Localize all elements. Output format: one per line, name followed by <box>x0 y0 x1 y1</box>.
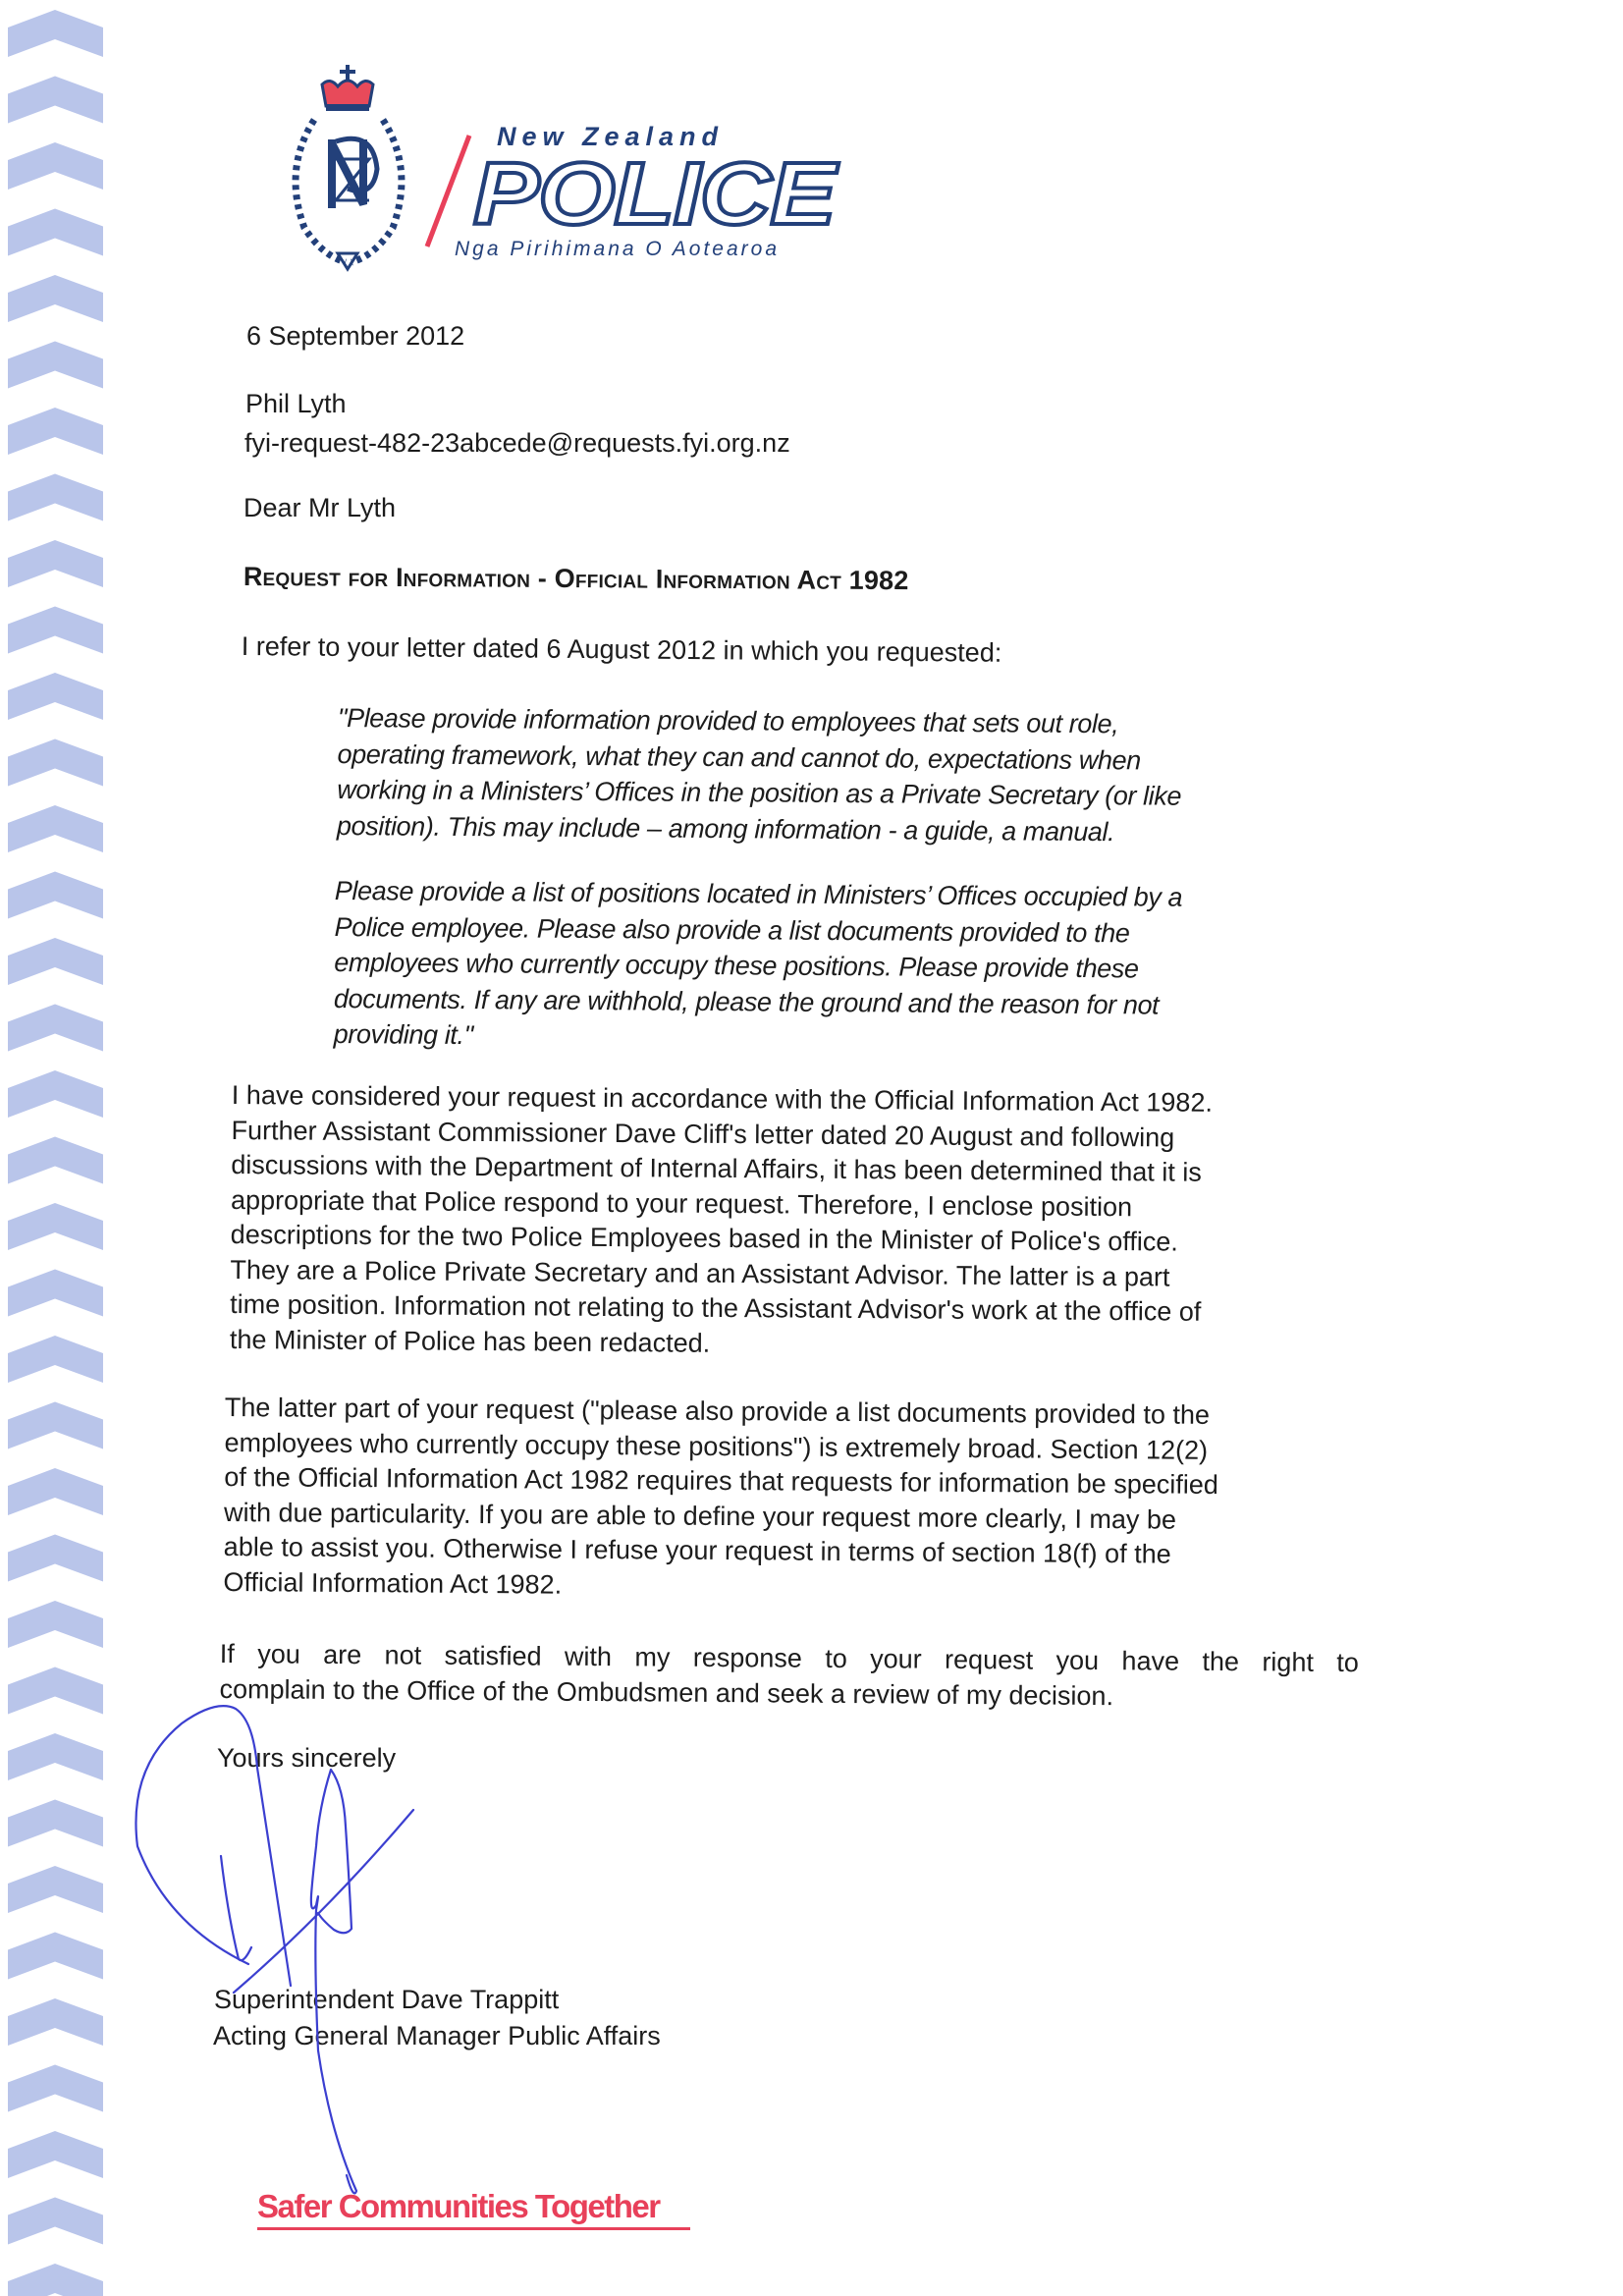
chevron-shape <box>8 1336 103 1383</box>
chevron-shape <box>8 1998 103 2046</box>
quote-line: employees who currently occupy these positions. Please provide these <box>334 947 1139 984</box>
body-line: employees who currently occupy these positions") is extremely broad. Section 12(2) <box>224 1427 1209 1465</box>
chevron-shape <box>8 275 103 322</box>
quote-line: Police employee. Please also provide a list documents provided to the <box>334 911 1130 948</box>
chevron-shape <box>8 142 103 190</box>
intro-line: I refer to your letter dated 6 August 2012 in which you requested: <box>241 630 1002 668</box>
chevron-shape <box>8 2198 103 2245</box>
body-paragraph-ombudsmen <box>219 1637 1359 1716</box>
body-line: Further Assistant Commissioner Dave Cliff's letter dated 20 August and following <box>231 1115 1175 1153</box>
chevron-shape <box>8 1070 103 1118</box>
quote-line: position). This may include – among information - a guide, a manual. <box>336 810 1115 847</box>
body-line: time position. Information not relating to the Assistant Advisor's work at the office of <box>230 1288 1202 1327</box>
body-line: the Minister of Police has been redacted. <box>229 1324 711 1358</box>
logo-maori-name: Nga Pirihimana O Aotearoa <box>455 238 781 260</box>
quote-line: providing it." <box>333 1018 473 1051</box>
chevron-shape <box>8 2264 103 2296</box>
body-line: descriptions for the two Police Employees based in the Minister of Police's office. <box>230 1219 1178 1257</box>
chevron-shape <box>8 673 103 720</box>
recipient-email: fyi-request-482-23abcede@requests.fyi.org.nz <box>244 428 790 458</box>
body-paragraph-refusal <box>223 1391 1218 1608</box>
chevron-shape <box>8 540 103 587</box>
chevron-shape <box>8 1535 103 1582</box>
chevron-shape <box>8 938 103 985</box>
chevron-shape <box>8 77 103 124</box>
chevron-shape <box>8 474 103 521</box>
body-line: able to assist you. Otherwise I refuse your request in terms of section 18(f) of the <box>223 1531 1171 1569</box>
quoted-request-part2 <box>334 873 1183 1059</box>
chevron-shape <box>8 1468 103 1515</box>
body-paragraph-decision <box>230 1078 1213 1365</box>
chevron-shape <box>8 1601 103 1648</box>
body-line: Official Information Act 1982. <box>223 1566 563 1600</box>
chevron-shape <box>8 1203 103 1250</box>
logo-police: POLICE <box>473 145 836 244</box>
quote-line: "Please provide information provided to employees that sets out role, <box>337 702 1119 739</box>
body-line: of the Official Information Act 1982 requires that requests for information be specified <box>224 1461 1218 1500</box>
signatory-title: Acting General Manager Public Affairs <box>213 2021 661 2050</box>
chevron-shape <box>8 342 103 389</box>
chevron-shape <box>8 607 103 654</box>
chevron-shape <box>8 2131 103 2178</box>
chevron-shape <box>8 1402 103 1449</box>
salutation: Dear Mr Lyth <box>243 493 397 522</box>
signatory-name: Superintendent Dave Trappitt <box>214 1985 560 2014</box>
chevron-shape <box>8 1866 103 1913</box>
chevron-stripe-border <box>0 0 113 2296</box>
recipient-name: Phil Lyth <box>245 389 347 418</box>
chevron-shape <box>8 1270 103 1317</box>
body-line: appropriate that Police respond to your request. Therefore, I enclose position <box>230 1184 1133 1222</box>
quote-line: documents. If any are withhold, please the ground and the reason for not <box>333 983 1160 1020</box>
police-crest-icon <box>275 61 422 272</box>
quote-line: operating framework, what they can and cannot do, expectations when <box>337 738 1141 775</box>
quote-line: working in a Ministers’ Offices in the position as a Private Secretary (or like <box>337 774 1182 811</box>
chevron-shape <box>8 1137 103 1184</box>
chevron-shape <box>8 209 103 256</box>
body-line: discussions with the Department of Internal Affairs, it has been determined that it is <box>231 1149 1202 1187</box>
chevron-shape <box>8 1933 103 1980</box>
chevron-shape <box>8 739 103 787</box>
chevron-shape <box>8 408 103 455</box>
body-line: complain to the Office of the Ombudsmen and seek a review of my decision. <box>219 1673 1114 1711</box>
body-line: They are a Police Private Secretary and an Assistant Advisor. The latter is a part <box>230 1254 1170 1292</box>
letter-date: 6 September 2012 <box>246 321 465 351</box>
body-line: I have considered your request in accordance with the Official Information Act 1982. <box>231 1079 1214 1118</box>
chevron-shape <box>8 2065 103 2112</box>
chevron-shape <box>8 1800 103 1847</box>
subject-heading: Request for Information - Official Information Act 1982 <box>243 562 909 596</box>
closing: Yours sincerely <box>217 1743 397 1773</box>
body-line: with due particularity. If you are able to define your request more clearly, I may be <box>223 1497 1177 1535</box>
quoted-request-part1 <box>337 700 1182 850</box>
body-line: The latter part of your request ("please also provide a list documents provided to the <box>224 1392 1211 1430</box>
chevron-shape <box>8 1005 103 1052</box>
footer-motto: Safer Communities Together <box>257 2188 690 2230</box>
chevron-shape <box>8 872 103 919</box>
red-slash-divider <box>422 133 476 250</box>
chevron-shape <box>8 805 103 852</box>
chevron-shape <box>8 10 103 57</box>
logo-new-zealand: New Zealand <box>497 122 725 151</box>
body-line: If you are not satisfied with my response to your request you have the right to <box>219 1638 1359 1678</box>
quote-line: Please provide a list of positions located in Ministers’ Offices occupied by a <box>334 875 1183 912</box>
chevron-shape <box>8 1733 103 1780</box>
chevron-shape <box>8 1667 103 1715</box>
